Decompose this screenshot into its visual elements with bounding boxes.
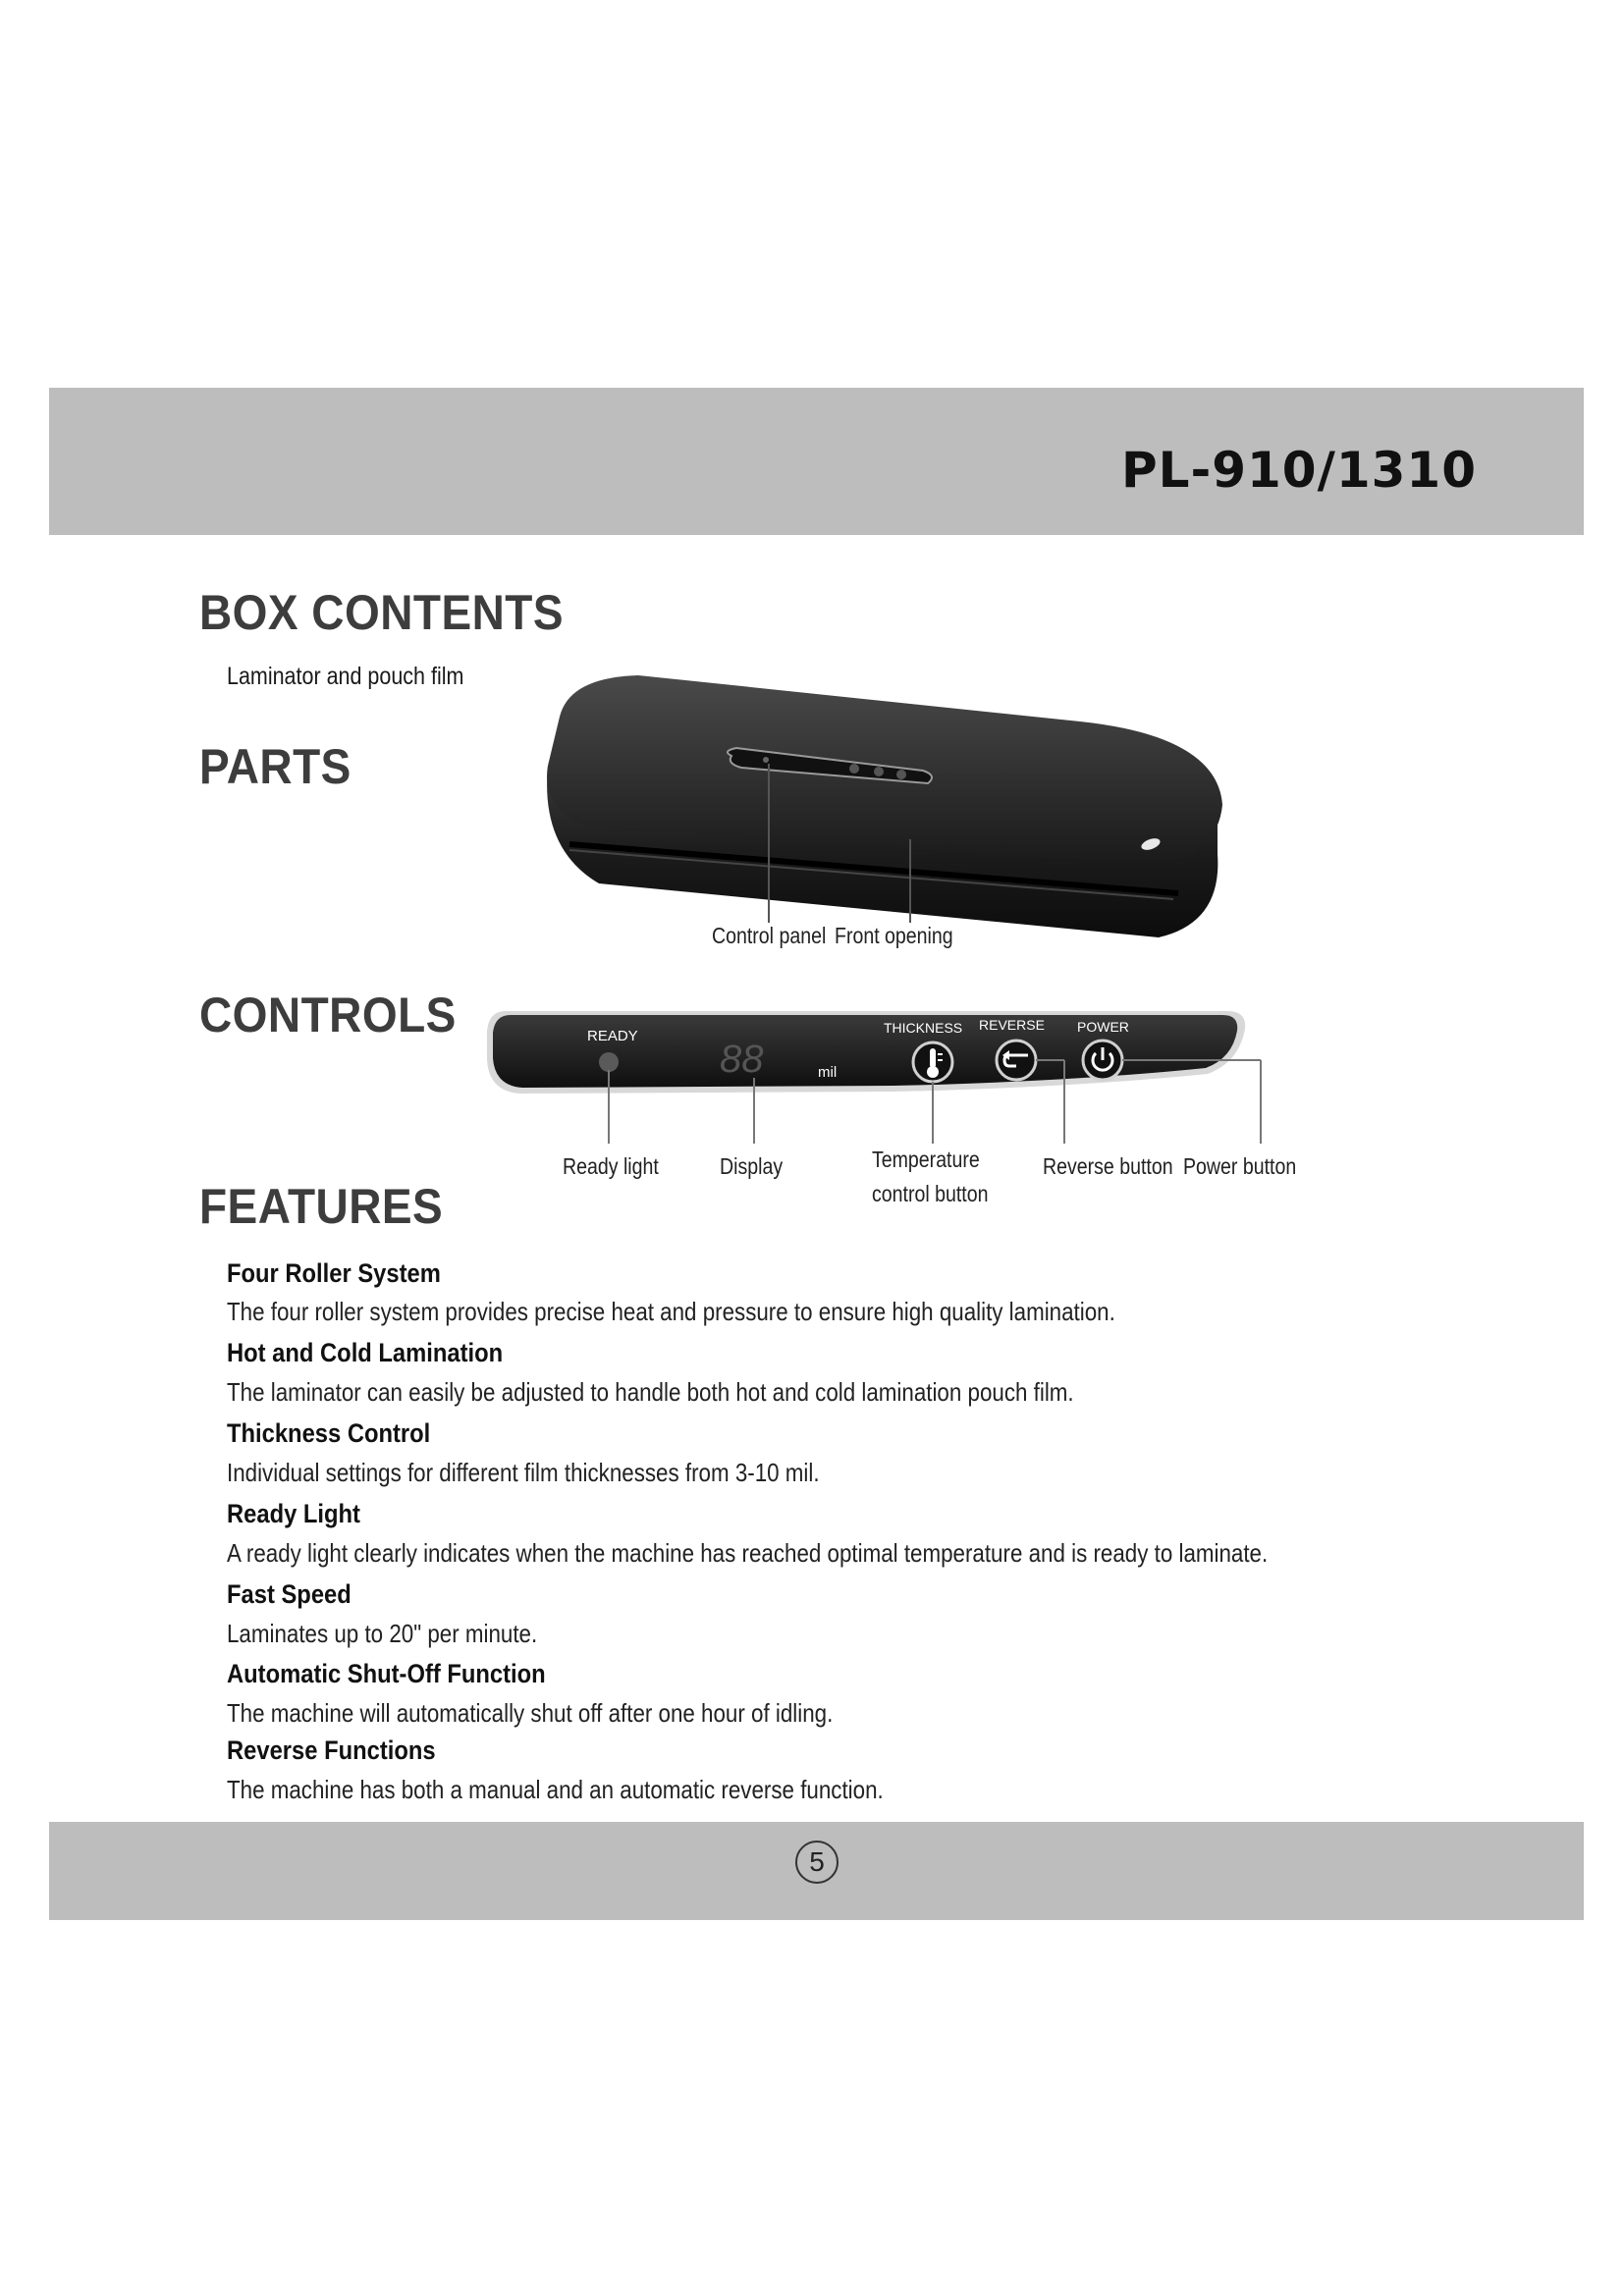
feature-desc: The machine has both a manual and an automatic reverse function. (227, 1775, 884, 1804)
feature-title: Reverse Functions (227, 1735, 436, 1765)
thickness-panel-label: THICKNESS (884, 1020, 963, 1036)
box-contents-text: Laminator and pouch film (227, 663, 464, 690)
callout-temperature-line1: Temperature (872, 1147, 980, 1172)
feature-desc: A ready light clearly indicates when the machine has reached optimal temperature and is ready to laminate. (227, 1538, 1269, 1568)
laminator-illustration (530, 658, 1237, 952)
control-panel-illustration (481, 1001, 1267, 1148)
feature-title: Ready Light (227, 1499, 360, 1528)
reverse-button[interactable] (997, 1041, 1036, 1080)
feature-desc: The laminator can easily be adjusted to handle both hot and cold lamination pouch film. (227, 1377, 1074, 1407)
reverse-panel-label: REVERSE (979, 1017, 1045, 1033)
callout-display: Display (720, 1153, 784, 1179)
feature-title: Fast Speed (227, 1579, 352, 1609)
feature-title: Four Roller System (227, 1258, 441, 1288)
callout-power-button: Power button (1183, 1153, 1297, 1179)
feature-title: Thickness Control (227, 1418, 431, 1448)
callout-front-opening: Front opening (835, 923, 953, 948)
feature-desc: Individual settings for different film thicknesses from 3-10 mil. (227, 1458, 820, 1487)
controls-title: CONTROLS (199, 988, 457, 1042)
ready-panel-label: READY (587, 1028, 638, 1044)
features-title: FEATURES (199, 1179, 444, 1234)
model-number: PL-910/1310 (1120, 442, 1477, 499)
feature-title: Hot and Cold Lamination (227, 1338, 504, 1367)
parts-title: PARTS (199, 739, 352, 794)
feature-desc: Laminates up to 20" per minute. (227, 1619, 538, 1648)
page-number: 5 (795, 1841, 839, 1884)
temperature-control-button[interactable] (913, 1042, 952, 1082)
power-panel-label: POWER (1077, 1019, 1129, 1035)
callout-control-panel: Control panel (712, 923, 827, 948)
digit-display: 88 (720, 1038, 764, 1081)
feature-desc: The machine will automatically shut off after one hour of idling. (227, 1698, 834, 1728)
power-button[interactable] (1083, 1041, 1122, 1080)
box-contents-title: BOX CONTENTS (199, 585, 564, 640)
callout-ready-light: Ready light (563, 1153, 659, 1179)
callout-reverse-button: Reverse button (1043, 1153, 1173, 1179)
feature-desc: The four roller system provides precise heat and pressure to ensure high quality lamination. (227, 1297, 1115, 1326)
feature-title: Automatic Shut-Off Function (227, 1659, 546, 1688)
callout-temperature-line2: control button (872, 1181, 989, 1206)
mil-unit-label: mil (818, 1064, 838, 1081)
ready-light (599, 1052, 619, 1072)
